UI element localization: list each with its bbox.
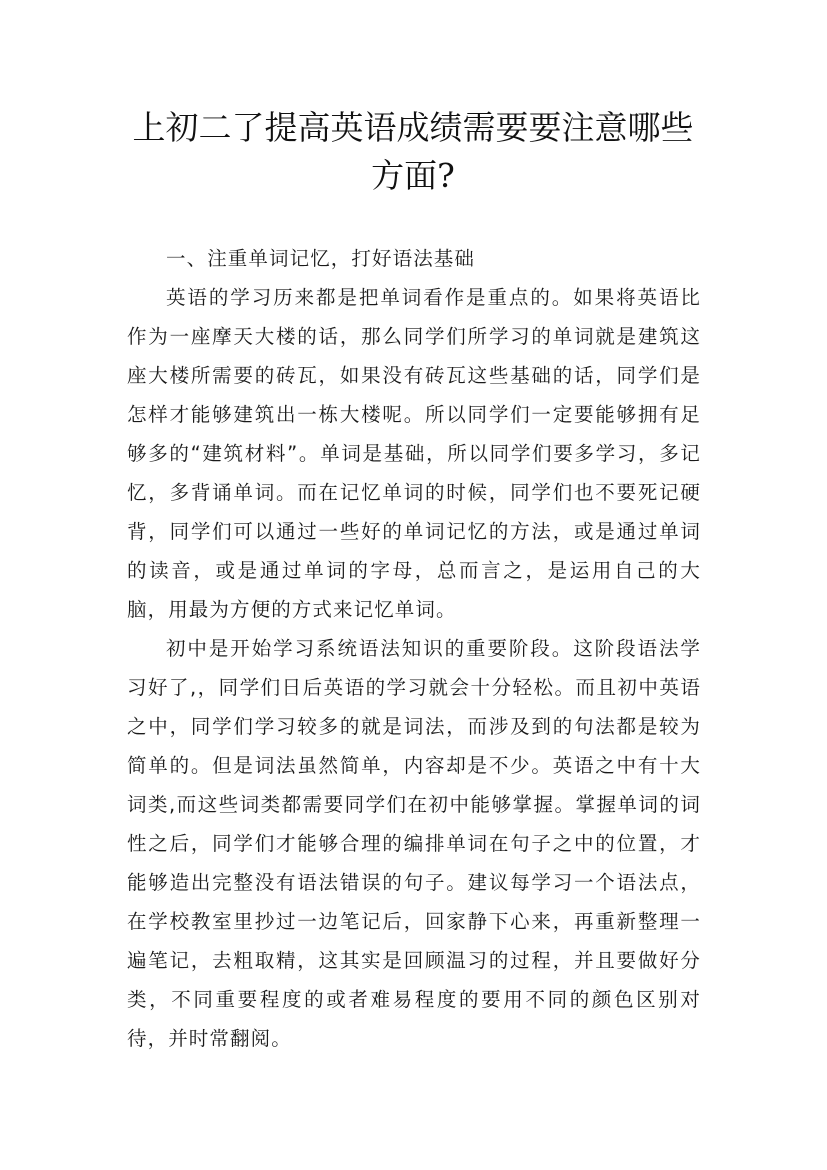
- document-body: [127, 239, 701, 1058]
- section-heading: 一、注重单词记忆，打好语法基础: [166, 247, 476, 270]
- document-title: 上初二了提高英语成绩需要要注意哪些方面?: [132, 108, 694, 195]
- paragraph: 初中是开始学习系统语法知识的重要阶段。这阶段语法学习好了,，同学们日后英语的学习就会十分轻松。而且初中英语之中，同学们学习较多的就是词法，而涉及到的句法都是较为简单的。但是词法虽然简单，内容却是不少。英语之中有十大词类,而这些词类都需要同学们在初中能够掌握。掌握单词的词性之后，同学们才能够合理的编排单词在句子之中的位置，才能够造出完整没有语法错误的句子。建议每学习一个语法点，在学校教室里抄过一边笔记后，回家静下心来，再重新整理一遍笔记，去粗取精，这其实是回顾温习的过程，并且要做好分类，不同重要程度的或者难易程度的要用不同的颜色区别对待，并时常翻阅。: [127, 637, 701, 1050]
- paragraph: 英语的学习历来都是把单词看作是重点的。如果将英语比作为一座摩天大楼的话，那么同学们所学习的单词就是建筑这座大楼所需要的砖瓦，如果没有砖瓦这些基础的话，同学们是怎样才能够建筑出一栋大楼呢。所以同学们一定要能够拥有足够多的“建筑材料”。单词是基础，所以同学们要多学习，多记忆，多背诵单词。而在记忆单词的时候，同学们也不要死记硬背，同学们可以通过一些好的单词记忆的方法，或是通过单词的读音，或是通过单词的字母，总而言之，是运用自己的大脑，用最为方便的方式来记忆单词。: [127, 286, 701, 621]
